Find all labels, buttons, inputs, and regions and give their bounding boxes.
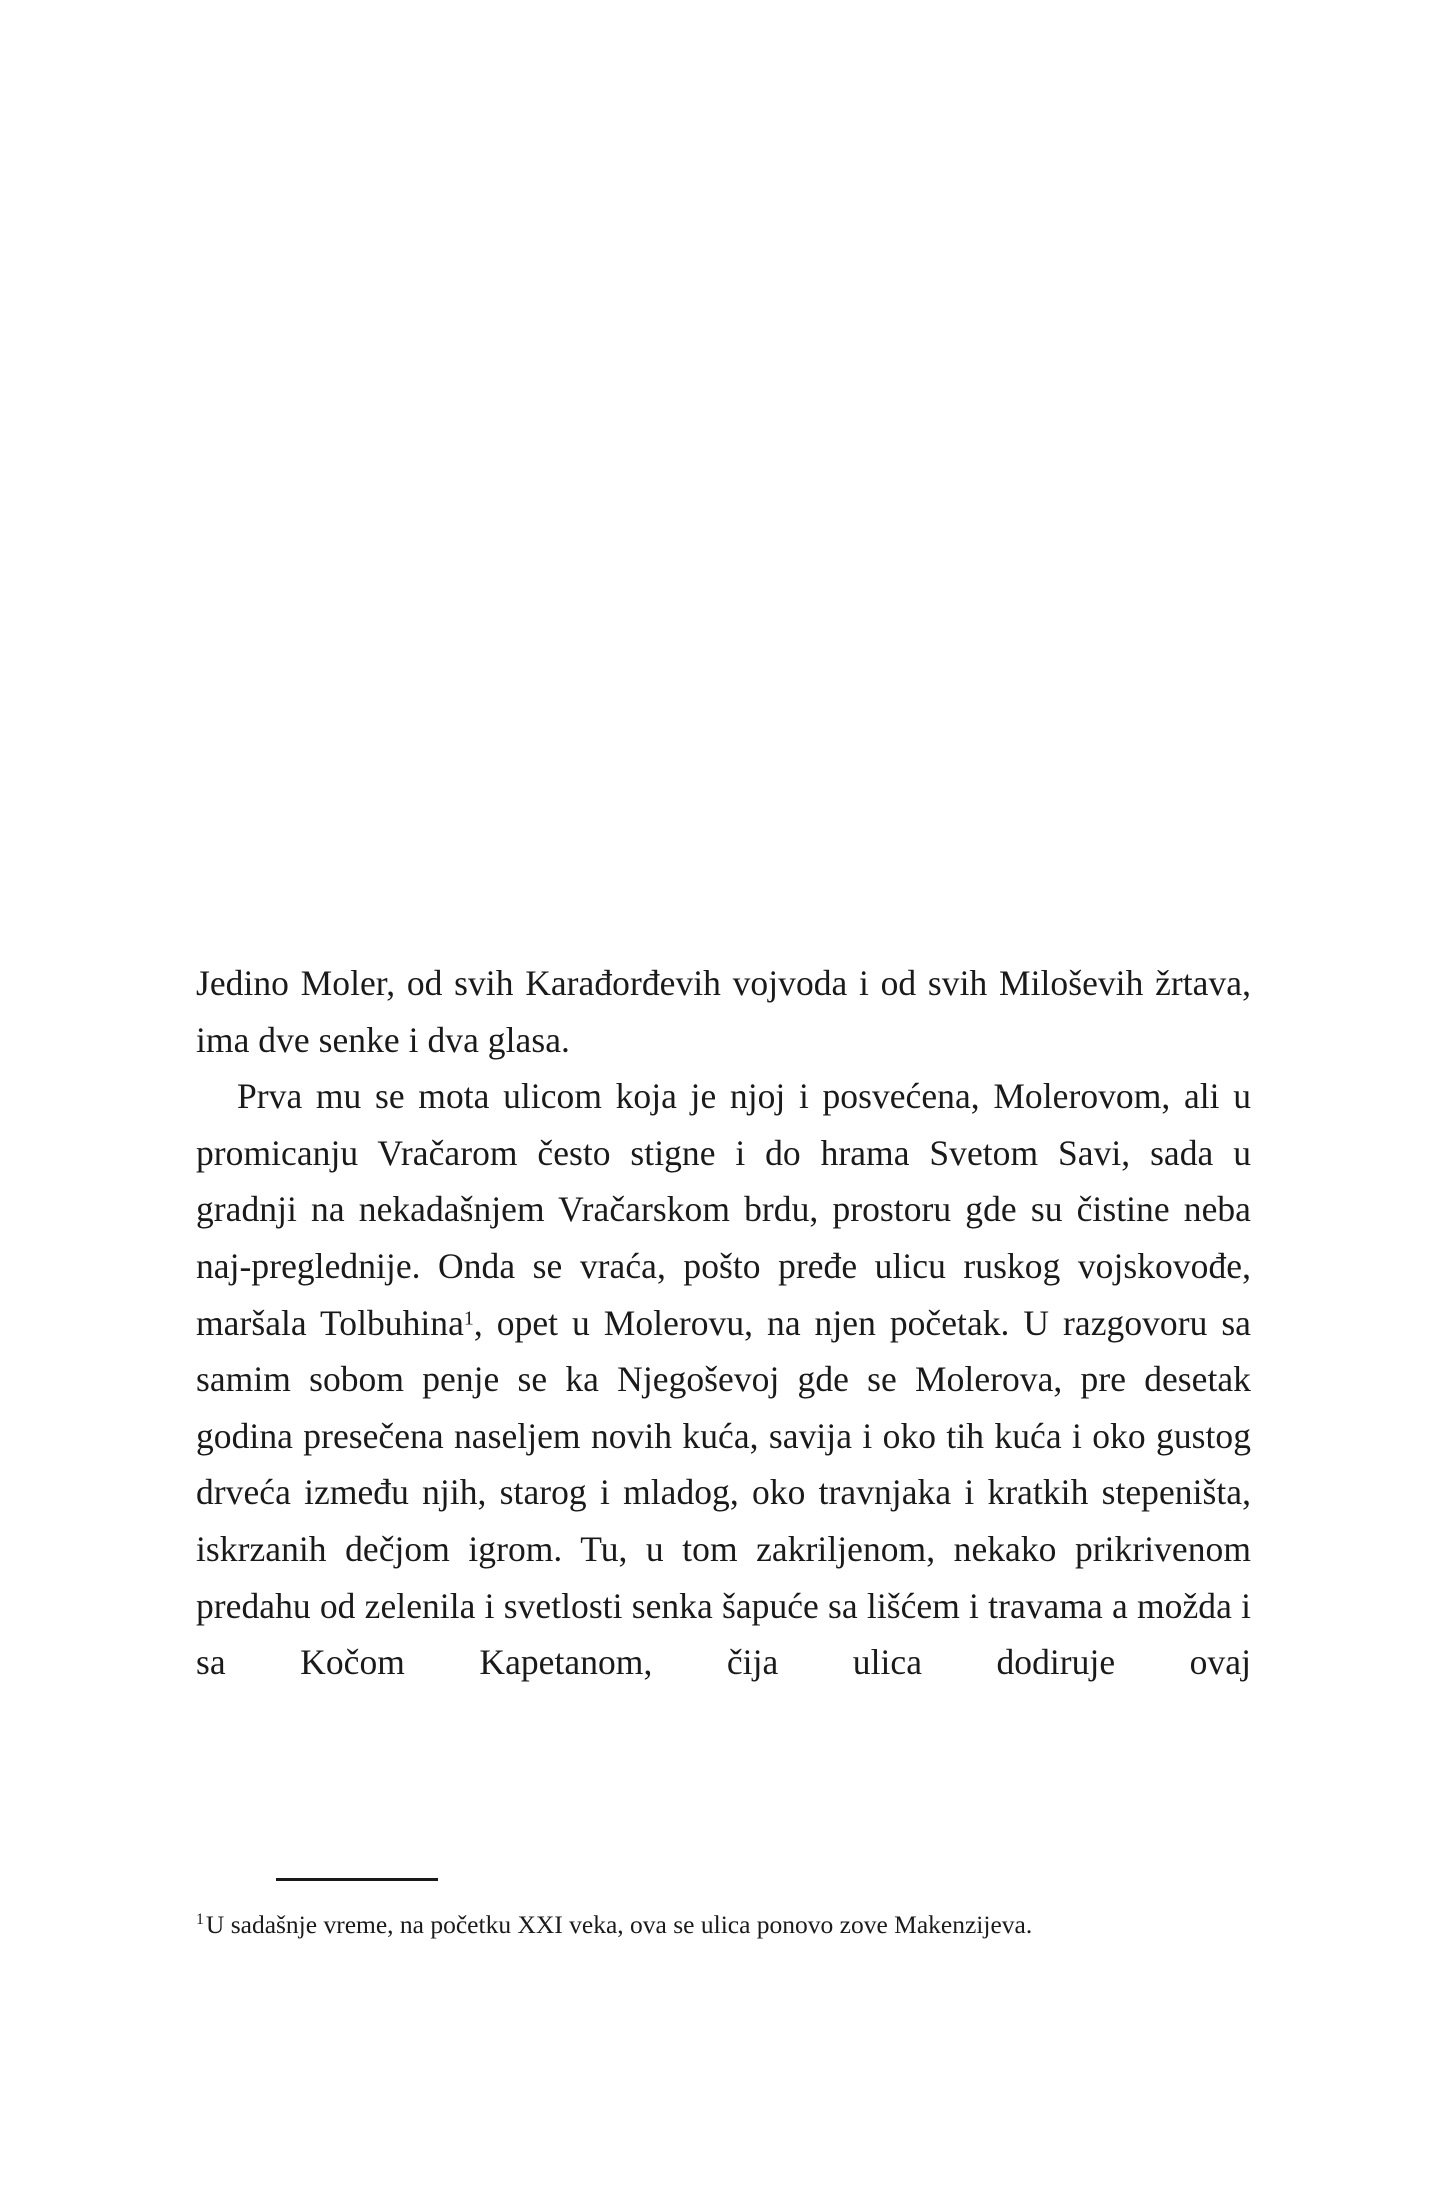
footnote-text-1: U sadašnje vreme, na početku XXI veka, ova se ulica ponovo zove Makenzijeva. [205,1910,1033,1939]
footnote-reference-1[interactable]: 1 [463,1307,474,1330]
body-text-block [196,955,1251,1747]
paragraph-prva-segment-a: Prva mu se mota ulicom koja je njoj i posvećena, Molerovom, ali u promicanju Vračarom često stigne i do hrama Svetom Savi, sada u gradnji na nekadašnjem Vračarskom brdu, prostoru gde su čistine neba naj-​preglednije. Onda se vraća, pošto pređe ulicu ruskog vojskovođe, maršala Tolbuhina [196,1076,1251,1343]
paragraph-prva [196,1068,1251,1747]
footnote-marker-1: 1 [196,1911,204,1929]
footnote-area [196,1878,1251,1947]
footnote-separator-rule [276,1878,438,1881]
footnote-item-1 [196,1903,1251,1947]
paragraph-continued: Jedino Moler, od svih Karađorđevih vojvoda i od svih Miloševih žrtava, ima dve senke i dva glasa. [196,963,1251,1060]
paragraph-prva-segment-b: , opet u Molerovu, na njen početak. U razgovoru sa samim sobom penje se ka Njegoševoj gde se Molerova, pre desetak godina presečena naseljem novih kuća, savija i oko tih kuća i oko gustog drveća između njih, starog i mladog, oko travnjaka i kratkih stepeništa, iskrzanih dečjom igrom. Tu, u tom zakriljenom, nekako prikrivenom predahu od zelenila i svetlosti senka šapuće sa lišćem i travama a možda i sa Kočom Kapetanom, čija ulica dodiruje ovaj [196,1302,1251,1683]
